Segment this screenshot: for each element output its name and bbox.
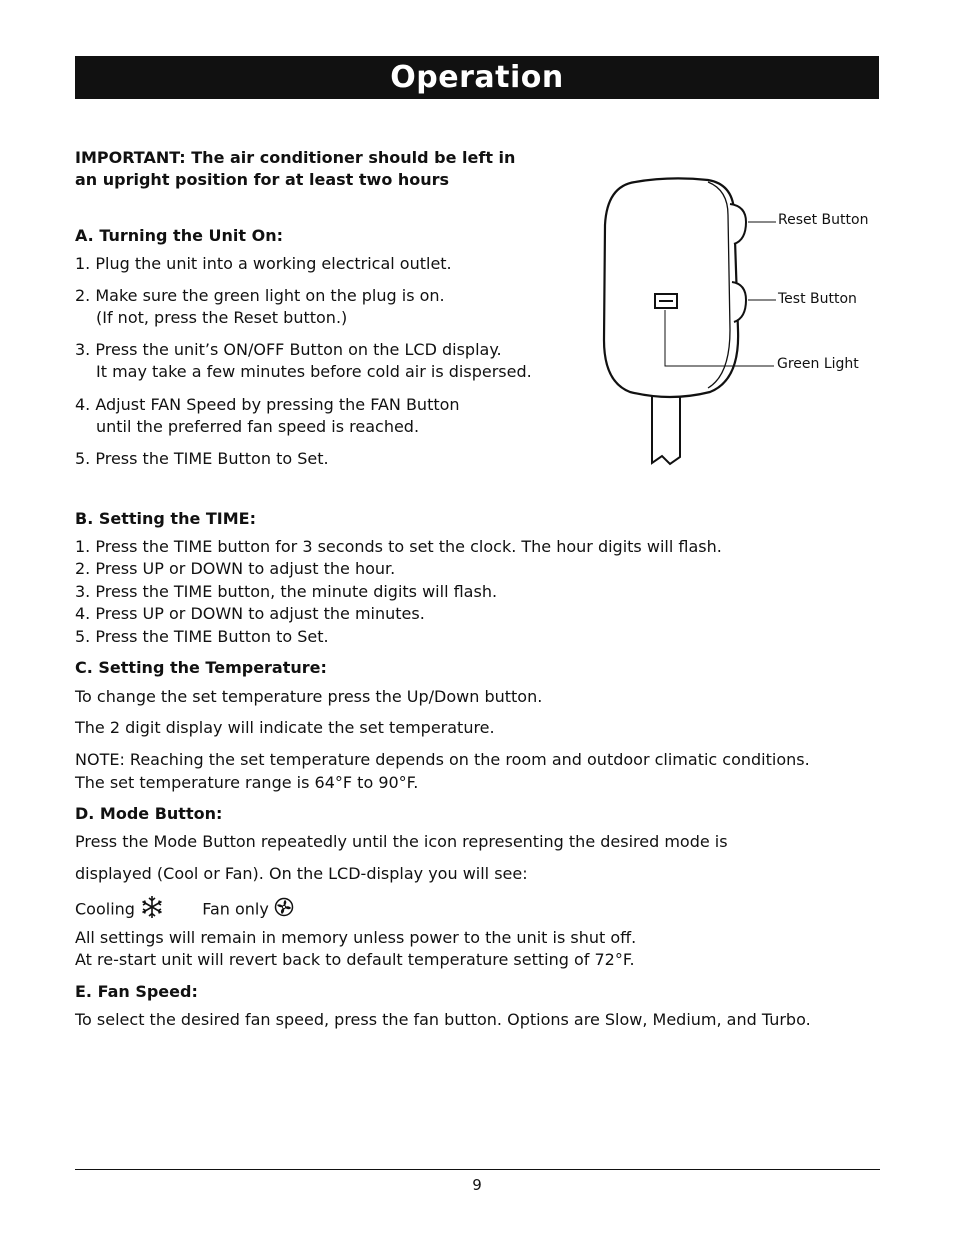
section-b-step-5: 5. Press the TIME Button to Set. [75, 627, 329, 646]
fan-only-label: Fan only [202, 899, 269, 919]
section-d-paragraph-3: All settings will remain in memory unless power to the unit is shut off. [75, 928, 637, 947]
section-c-paragraph-2: The 2 digit display will indicate the set temperature. [75, 718, 495, 737]
section-a-step-4: 4. Adjust FAN Speed by pressing the FAN Button [75, 395, 460, 414]
cooling-label: Cooling [75, 899, 135, 919]
section-d-paragraph-1: Press the Mode Button repeatedly until the icon representing the desired mode is [75, 832, 728, 851]
page-number: 9 [472, 1176, 482, 1194]
section-a-step-2: 2. Make sure the green light on the plug is on. [75, 286, 445, 305]
plug-cord [652, 388, 680, 464]
section-b-heading: B. Setting the TIME: [75, 509, 256, 528]
mode-icons-row [75, 895, 294, 925]
fan-icon [274, 897, 294, 923]
test-button-shape [732, 282, 746, 322]
section-d-heading: D. Mode Button: [75, 804, 223, 823]
page-title: Operation [390, 60, 564, 95]
title-bar [75, 56, 879, 99]
plug-diagram [590, 170, 890, 470]
section-e-heading: E. Fan Speed: [75, 982, 198, 1001]
section-a-step-3: 3. Press the unit’s ON/OFF Button on the LCD display. [75, 340, 502, 359]
plug-body [604, 178, 738, 397]
important-line-1: IMPORTANT: The air conditioner should be left in [75, 148, 516, 167]
section-a-step-5: 5. Press the TIME Button to Set. [75, 449, 329, 468]
green-light-label: Green Light [777, 356, 859, 372]
section-e-paragraph: To select the desired fan speed, press the fan button. Options are Slow, Medium, and Turbo. [75, 1010, 811, 1029]
important-line-2: an upright position for at least two hours [75, 170, 450, 189]
section-a-step-4-note: until the preferred fan speed is reached. [96, 417, 420, 436]
section-b-step-3: 3. Press the TIME button, the minute digits will flash. [75, 582, 498, 601]
section-c-heading: C. Setting the Temperature: [75, 658, 327, 677]
test-button-label: Test Button [778, 291, 857, 307]
section-a-heading: A. Turning the Unit On: [75, 226, 283, 245]
section-c-paragraph-1: To change the set temperature press the Up/Down button. [75, 687, 543, 706]
section-b-step-1: 1. Press the TIME button for 3 seconds to set the clock. The hour digits will flash. [75, 537, 722, 556]
section-c-note: NOTE: Reaching the set temperature depends on the room and outdoor climatic conditions. [75, 750, 810, 769]
section-a-step-2-note: (If not, press the Reset button.) [96, 308, 348, 327]
section-c-range: The set temperature range is 64°F to 90°F. [75, 773, 419, 792]
section-d-paragraph-2: displayed (Cool or Fan). On the LCD-display you will see: [75, 864, 528, 883]
section-b-step-2: 2. Press UP or DOWN to adjust the hour. [75, 559, 396, 578]
section-a-step-1: 1. Plug the unit into a working electrical outlet. [75, 254, 452, 273]
section-b-step-4: 4. Press UP or DOWN to adjust the minutes. [75, 604, 425, 623]
snowflake-icon [140, 895, 164, 925]
footer-rule [75, 1169, 880, 1170]
section-d-paragraph-4: At re-start unit will revert back to default temperature setting of 72°F. [75, 950, 635, 969]
reset-button-label: Reset Button [778, 212, 869, 228]
section-a-step-3-note: It may take a few minutes before cold air is dispersed. [96, 362, 532, 381]
